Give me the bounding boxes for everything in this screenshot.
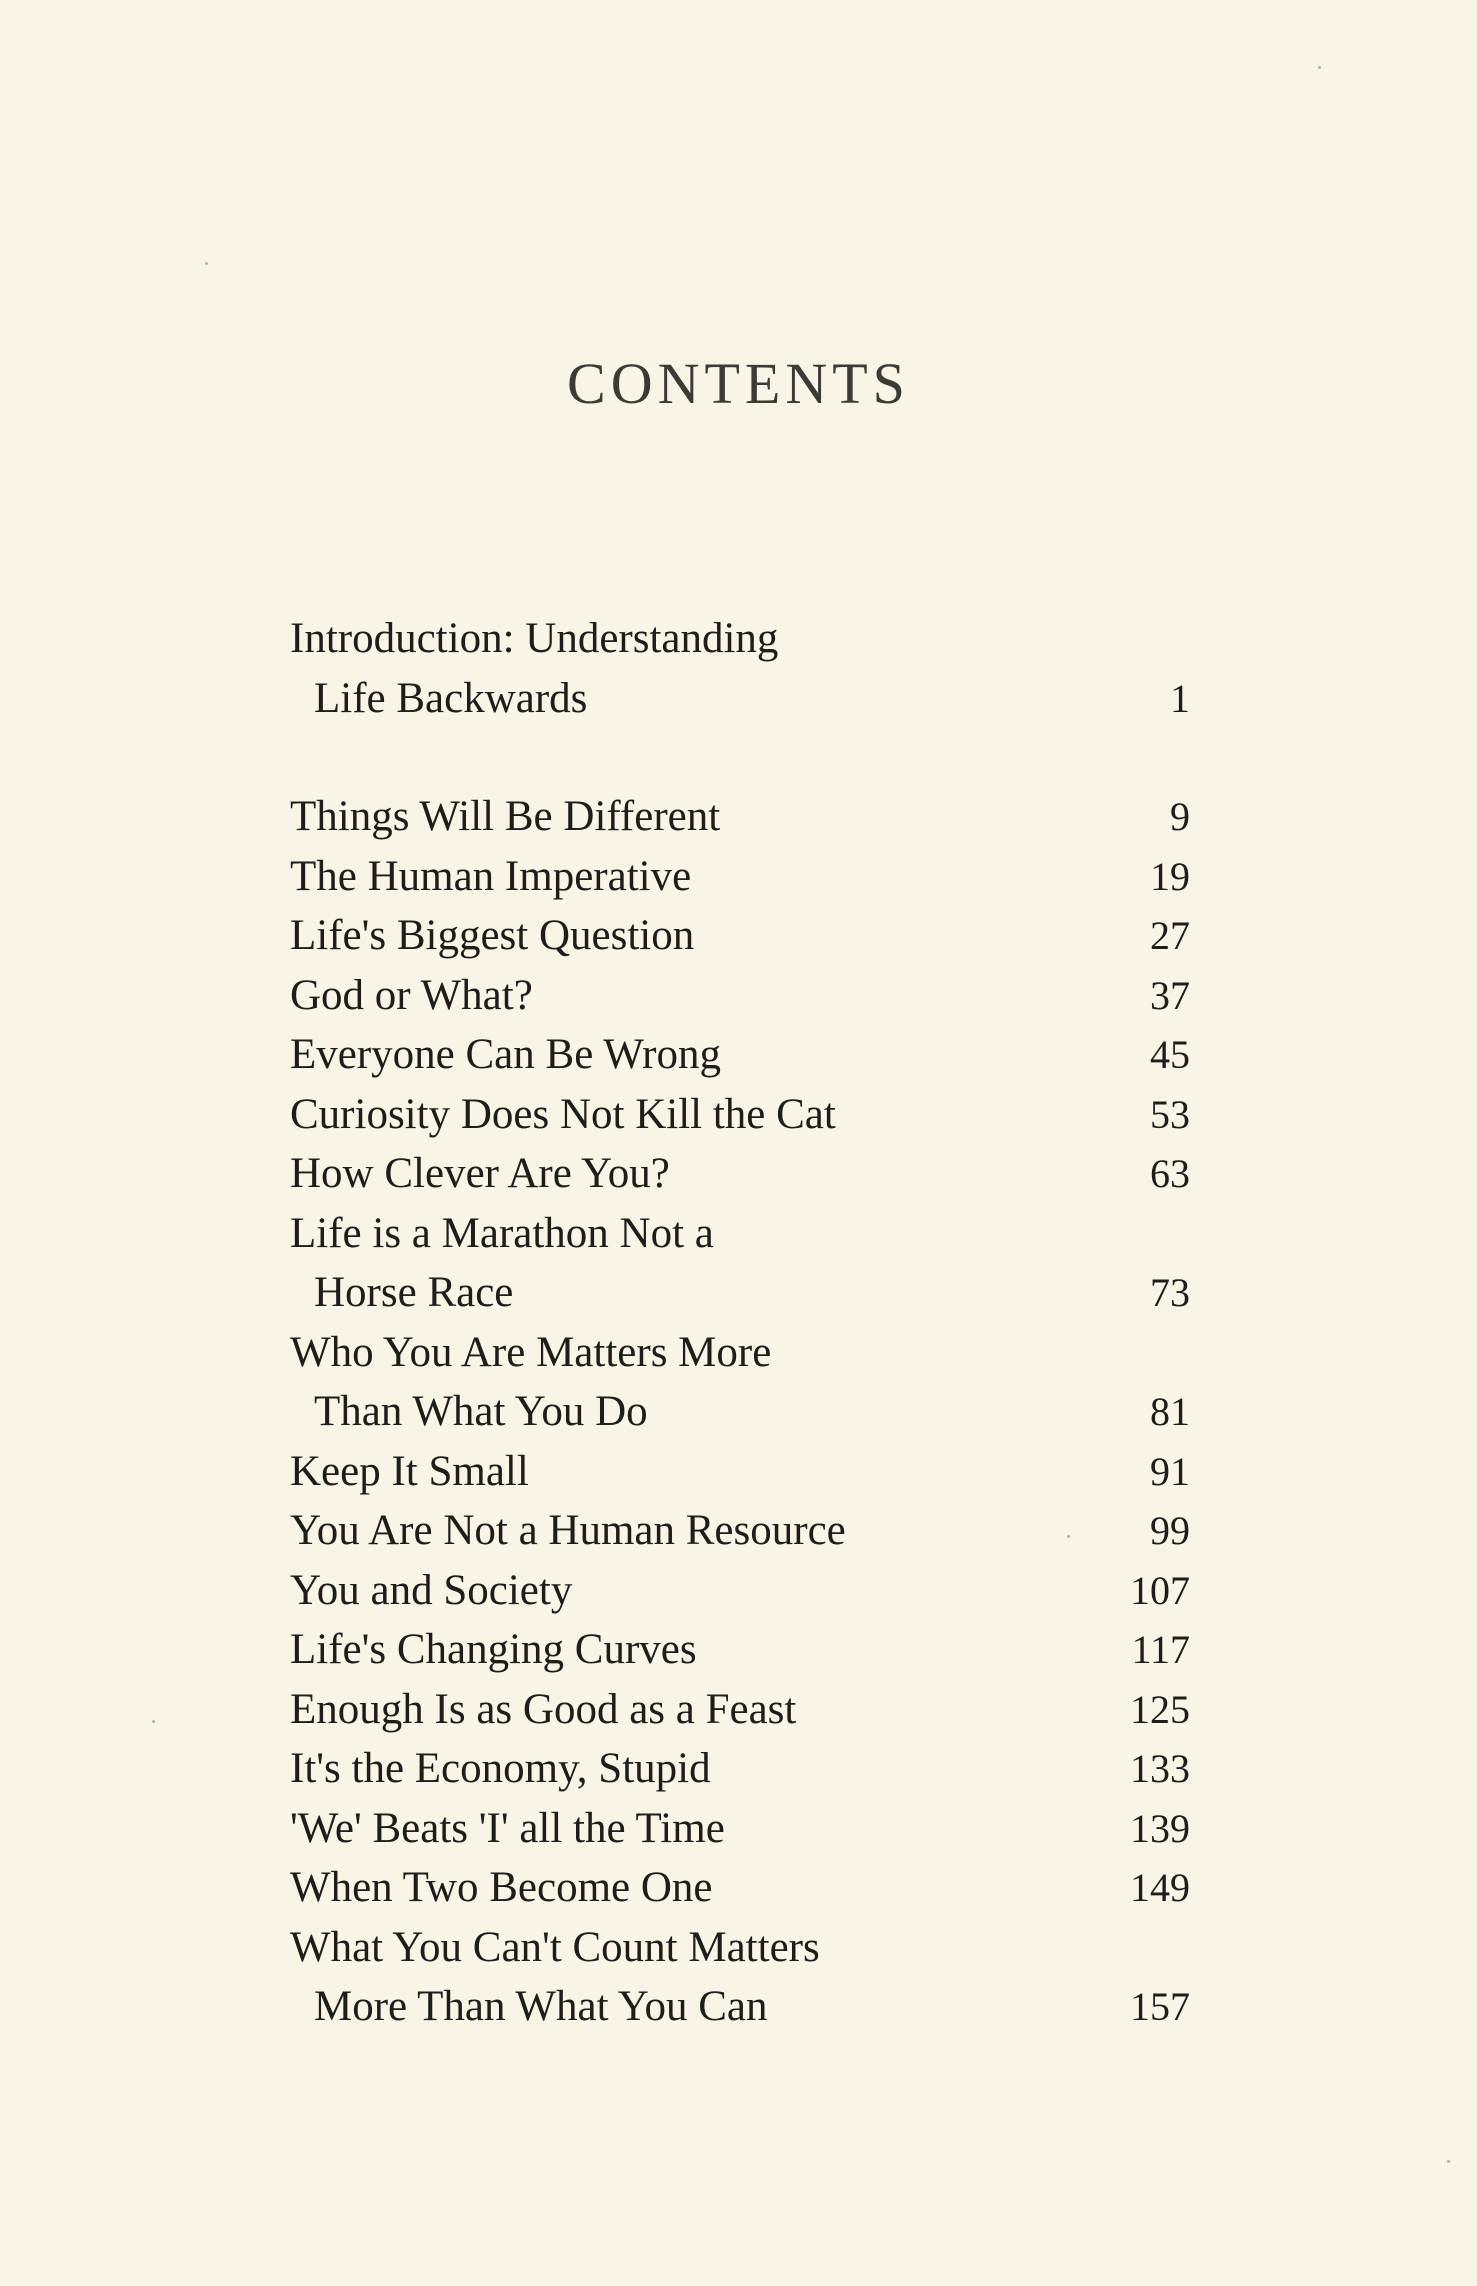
toc-entry-title: God or What?	[290, 971, 533, 1019]
toc-page-number: 73	[1150, 1270, 1190, 1315]
toc-entry-title: It's the Economy, Stupid	[290, 1745, 711, 1792]
toc-entry-title: How Clever Are You?	[290, 1150, 670, 1197]
toc-entry	[290, 1204, 1190, 1323]
toc-page-number: 19	[1150, 853, 1190, 899]
toc-page-number: 133	[1130, 1746, 1190, 1791]
toc-page-number: 27	[1150, 913, 1190, 958]
paper-speck	[1067, 1535, 1070, 1538]
paper-speck	[152, 1720, 155, 1723]
toc-page-number: 81	[1150, 1389, 1190, 1434]
toc-entry-title: Everyone Can Be Wrong	[290, 1031, 721, 1078]
toc-page-number: 139	[1130, 1805, 1190, 1851]
paper-speck	[1318, 66, 1321, 69]
paper-speck	[205, 262, 208, 265]
toc-entry-title: When Two Become One	[290, 1864, 713, 1911]
toc-entry-title: You and Society	[290, 1566, 573, 1614]
toc-page-number: 107	[1130, 1567, 1190, 1613]
toc-entry	[290, 1085, 1190, 1145]
contents-heading: CONTENTS	[567, 351, 910, 416]
toc-entry-title: You Are Not a Human Resource	[290, 1507, 846, 1554]
toc-entry	[290, 1620, 1190, 1680]
toc-page-number: 9	[1170, 794, 1190, 839]
toc-entry-title: Who You Are Matters More	[290, 1328, 772, 1376]
toc-entry	[290, 1680, 1190, 1740]
toc-page-number: 45	[1150, 1032, 1190, 1077]
toc-entry-title: Curiosity Does Not Kill the Cat	[290, 1090, 836, 1138]
toc-entry-title: The Human Imperative	[290, 852, 692, 900]
toc-page-number: 91	[1150, 1448, 1190, 1494]
toc-entry-title-continuation: Life Backwards	[314, 674, 588, 722]
toc-entry-title: What You Can't Count Matters	[290, 1923, 820, 1971]
toc-entry	[290, 1442, 1190, 1502]
toc-page-number: 149	[1130, 1865, 1190, 1910]
toc-entry	[290, 1858, 1190, 1918]
toc-entry-title: 'We' Beats 'I' all the Time	[290, 1804, 725, 1852]
toc-entry-title: Life's Biggest Question	[290, 912, 695, 959]
toc-entry	[290, 1025, 1190, 1085]
toc-page-number: 53	[1150, 1091, 1190, 1137]
toc-entry-title-continuation: More Than What You Can	[314, 1983, 768, 2030]
toc-entry	[290, 847, 1190, 907]
toc-page-number: 125	[1130, 1686, 1190, 1732]
toc-page-number: 157	[1130, 1984, 1190, 2029]
toc-page-number: 37	[1150, 972, 1190, 1018]
toc-entry	[290, 1144, 1190, 1204]
toc-entry-title: Keep It Small	[290, 1447, 529, 1495]
toc-page-number: 99	[1150, 1508, 1190, 1553]
toc-entry-title: Life is a Marathon Not a	[290, 1209, 714, 1257]
toc-entry	[290, 1501, 1190, 1561]
toc-entry-title-continuation: Than What You Do	[314, 1388, 648, 1435]
toc-entry	[290, 1918, 1190, 2037]
toc-entry	[290, 1561, 1190, 1621]
toc-entry	[290, 787, 1190, 847]
toc-entry	[290, 609, 1190, 728]
table-of-contents	[290, 609, 1190, 2037]
toc-entry-title: Life's Changing Curves	[290, 1626, 697, 1673]
toc-entry	[290, 1739, 1190, 1799]
toc-entry	[290, 1323, 1190, 1442]
toc-entry-title: Things Will Be Different	[290, 793, 721, 840]
toc-page-number: 117	[1131, 1627, 1190, 1672]
toc-entry-title: Introduction: Understanding	[290, 615, 779, 662]
toc-entry-title: Enough Is as Good as a Feast	[290, 1685, 797, 1733]
toc-entry	[290, 966, 1190, 1026]
paper-speck	[1447, 2160, 1450, 2163]
toc-entry	[290, 906, 1190, 966]
toc-page-number: 1	[1170, 675, 1190, 721]
toc-entry	[290, 1799, 1190, 1859]
toc-page-number: 63	[1150, 1151, 1190, 1196]
toc-entry-title-continuation: Horse Race	[314, 1269, 514, 1316]
